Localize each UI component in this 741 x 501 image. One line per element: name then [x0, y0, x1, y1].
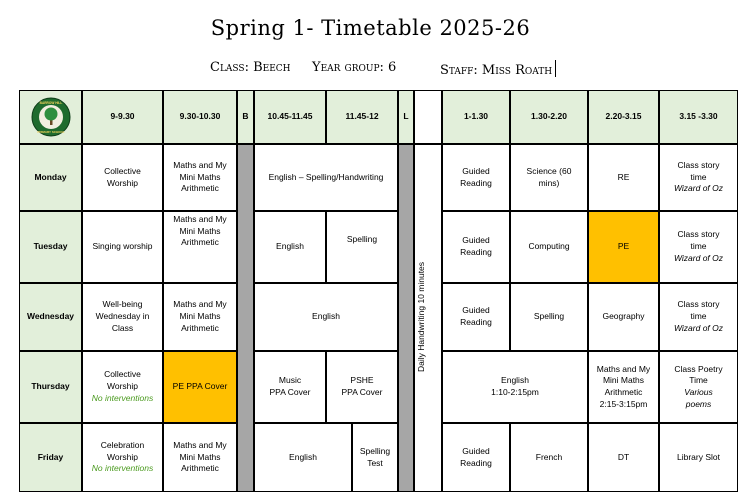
tuesday-story-title: Wizard of Oz [673, 252, 724, 263]
page-title: Spring 1- Timetable 2025-26 [210, 16, 531, 40]
monday-220-315: RE [588, 144, 659, 211]
header-1145-12: 11.45-12 [326, 90, 398, 144]
thursday-220-315: Maths and My Mini Maths Arithmetic 2:15-3:15pm [588, 351, 659, 423]
header-220-315: 2.20-3.15 [588, 90, 659, 144]
friday-130-220: French [510, 423, 588, 492]
header-1045-1145: 10.45-11.45 [254, 90, 326, 144]
wednesday-9-930: Well-being Wednesday in Class [82, 283, 163, 351]
header-315-330: 3.15 -3.30 [659, 90, 738, 144]
thursday-no-interventions: No interventions [91, 392, 154, 403]
friday-1-130: Guided Reading [442, 423, 510, 492]
wednesday-930-1030: Maths and My Mini Maths Arithmetic [163, 283, 237, 351]
monday-930-1030: Maths and My Mini Maths Arithmetic [163, 144, 237, 211]
friday-no-interventions: No interventions [91, 463, 154, 474]
wednesday-130-220: Spelling [510, 283, 588, 351]
header-9-930: 9-9.30 [82, 90, 163, 144]
wednesday-220-315: Geography [588, 283, 659, 351]
thursday-1045-1145: Music PPA Cover [254, 351, 326, 423]
thursday-afternoon-block: English 1:10-2:15pm [442, 351, 588, 423]
friday-1045-1145: English [254, 423, 352, 492]
wednesday-1-130: Guided Reading [442, 283, 510, 351]
thursday-worship-label: Collective Worship [104, 369, 141, 392]
header-1-130: 1-1.30 [442, 90, 510, 144]
tuesday-1145-12: Spelling [326, 211, 398, 283]
wednesday-story-title: Wizard of Oz [673, 322, 724, 333]
friday-930-1030: Maths and My Mini Maths Arithmetic [163, 423, 237, 492]
tuesday-220-315: PE [588, 211, 659, 283]
logo-bottom-text: PRIMARY SCHOOL [36, 130, 65, 134]
day-tuesday: Tuesday [19, 211, 82, 283]
header-lunch: L [398, 90, 414, 144]
tuesday-130-220: Computing [510, 211, 588, 283]
monday-9-930: Collective Worship [82, 144, 163, 211]
logo-cell [19, 90, 82, 144]
thursday-930-1030: PE PPA Cover [163, 351, 237, 423]
tuesday-930-1030: Maths and My Mini Maths Arithmetic [163, 211, 237, 283]
friday-315-330: Library Slot [659, 423, 738, 492]
header-break: B [237, 90, 254, 144]
school-logo-icon [31, 97, 71, 137]
friday-worship-label: Celebration Worship [100, 439, 145, 462]
day-wednesday: Wednesday [19, 283, 82, 351]
handwriting-text: Daily Handwriting 10 minutes [416, 261, 426, 373]
class-label: Class: Beech [210, 60, 291, 75]
friday-9-930 [82, 423, 163, 492]
wednesday-morning-block: English [254, 283, 398, 351]
logo-top-text: BARROW HILL [39, 101, 62, 105]
thursday-1145-12: PSHE PPA Cover [326, 351, 398, 423]
monday-130-220: Science (60 mins) [510, 144, 588, 211]
wednesday-story-label: Class story time [677, 299, 720, 322]
day-friday: Friday [19, 423, 82, 492]
header-130-220: 1.30-2.20 [510, 90, 588, 144]
thursday-poetry-label: Class Poetry Time [674, 363, 723, 386]
day-monday: Monday [19, 144, 82, 211]
tuesday-story-label: Class story time [677, 229, 720, 252]
header-930-1030: 9.30-10.30 [163, 90, 237, 144]
lunch-column [398, 144, 414, 492]
monday-1-130: Guided Reading [442, 144, 510, 211]
friday-220-315: DT [588, 423, 659, 492]
monday-morning-block: English – Spelling/Handwriting [254, 144, 398, 211]
day-thursday: Thursday [19, 351, 82, 423]
monday-315-330 [659, 144, 738, 211]
thursday-315-330 [659, 351, 738, 423]
friday-1145-12: Spelling Test [352, 423, 398, 492]
tuesday-1-130: Guided Reading [442, 211, 510, 283]
header-handwriting [414, 90, 442, 144]
monday-story-title: Wizard of Oz [673, 183, 724, 194]
thursday-poetry-sub: Various poems [684, 387, 713, 409]
year-group-label: Year group: 6 [312, 60, 397, 75]
wednesday-315-330 [659, 283, 738, 351]
staff-text: Staff: Miss Roath [440, 63, 553, 78]
thursday-9-930 [82, 351, 163, 423]
tuesday-1045-1145: English [254, 211, 326, 283]
monday-story-label: Class story time [677, 159, 720, 182]
tuesday-315-330 [659, 211, 738, 283]
break-column [237, 144, 254, 492]
tuesday-9-930: Singing worship [82, 211, 163, 283]
